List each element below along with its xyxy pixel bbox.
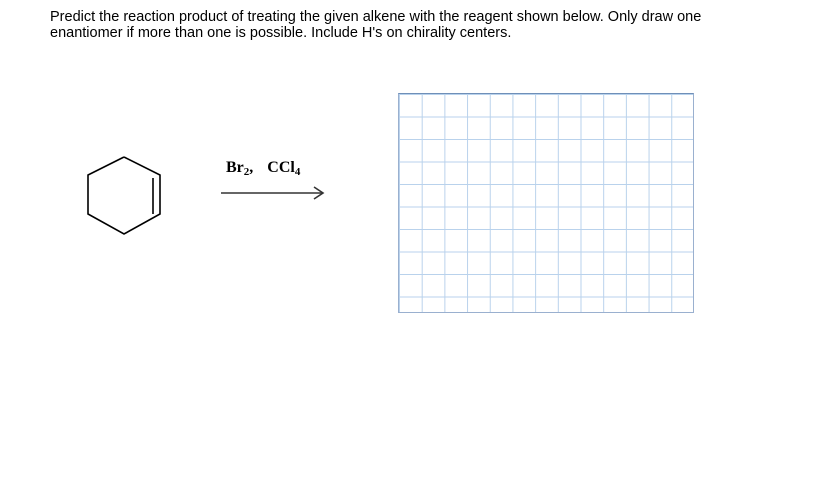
reagent-separator: ,: [249, 159, 254, 176]
reagent-solvent: CCl: [267, 159, 295, 176]
reaction-arrow-icon: [219, 185, 329, 201]
drawing-canvas[interactable]: [398, 93, 694, 313]
reagent-bromine: Br: [226, 159, 244, 176]
question-text: [50, 9, 810, 41]
question-line-1: Predict the reaction product of treating the given alkene with the reagent shown below. Only draw one: [50, 9, 702, 25]
question-line-2: enantiomer if more than one is possible. Include H's on chirality centers.: [50, 25, 512, 41]
cyclohexene-structure-icon: [82, 152, 172, 238]
reagent-label: [226, 159, 300, 178]
reagent-solvent-subscript: 4: [294, 166, 301, 178]
reagent-bromine-subscript: 2: [243, 166, 250, 178]
